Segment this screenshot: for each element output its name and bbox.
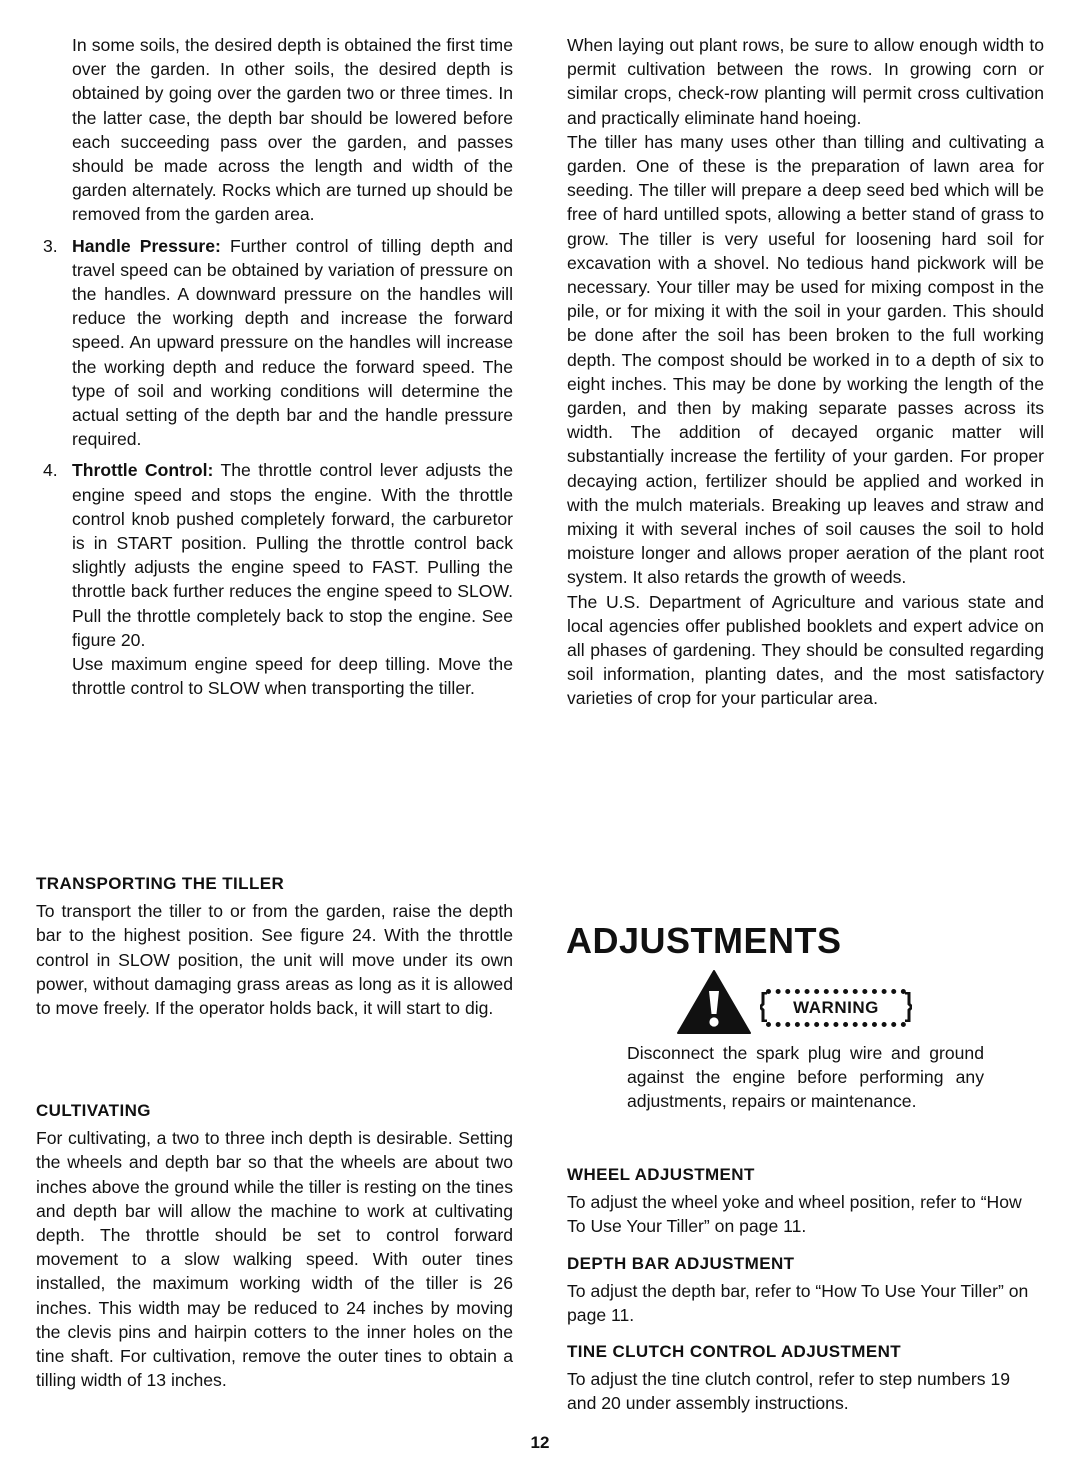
section-heading: TINE CLUTCH CONTROL ADJUSTMENT — [567, 1342, 902, 1361]
left-top-column — [43, 33, 514, 700]
list-item-lead: Handle Pressure: — [72, 235, 221, 256]
page-number: 12 — [530, 1433, 550, 1452]
paragraph-tiller-uses: The tiller has many uses other than tilling and cultivating a garden. One of these is the preparation of lawn area for seeding. The tiller will prepare a deep seed bed which will be free of hard untilled spots, allowing a better stand of grass to grow. The tiller is very useful for loosening hard soil for excavation with a shovel. No tedious hand pickwork will be necessary. Your tiller may be used for mixing compost in the pile, or for mixing it with the soil in your garden. This should be done after the soil has been broken to the full working depth. The compost should be worked in to a depth of six to eight inches. This may be done by working the length of the garden, and then by making separate passes across its width. The addition of decayed organic matter will substantially increase the fertility of your garden. For proper decaying action, fertilizer should be applied and worked in with the mulch materials. Breaking up leaves and straw and mixing it with several inches of soil causes the soil to hold moisture longer and allows proper aeration of the plant root system. It also retards the growth of weeds. — [567, 131, 1044, 588]
section-text: For cultivating, a two to three inch depth is desirable. Setting the wheels and depth bar so that the wheels are about two inches above the ground while the tiller is resting on the tines and depth bar will allow the machine to work at cultivating depth. The throttle should be set to control forward movement to a slow walking speed. With outer tines installed, the maximum working width of the tiller is 26 inches. This width may be reduced to 24 inches by moving the clevis pins and hairpin cotters to the inner holes on the tine shaft. For cultivation, remove the outer tines to obtain a tilling width of 13 inches. — [36, 1128, 513, 1391]
list-item-subparagraph: Use maximum engine speed for deep tilling. Move the throttle control to SLOW when transporting the tiller. — [72, 654, 513, 699]
warning-label — [760, 986, 912, 1030]
list-item-handle-pressure — [43, 234, 513, 452]
section-heading: WHEEL ADJUSTMENT — [567, 1165, 755, 1184]
list-item-lead: Throttle Control: — [72, 460, 214, 481]
list-number: 3. — [43, 235, 58, 256]
list-item-text — [72, 234, 513, 452]
section-heading: DEPTH BAR ADJUSTMENT — [567, 1254, 795, 1273]
list-item-body: The throttle control lever adjusts the engine speed and stops the engine. With the throttle control knob pushed completely forward, the carburetor is in START position. Pulling the throttle control back slightly adjusts the engine speed to FAST. Pulling the throttle back further reduces the engine speed to SLOW. Pull the throttle completely back to stop the engine. See figure 20. — [72, 460, 514, 650]
list-item-body: Further control of tilling depth and travel speed can be obtained by variation of pressure on the handles. A downward pressure on the handles will reduce the working depth and increase the forward speed. An upward pressure on the handles will increase the working depth and reduce the forward speed. The type of soil and working conditions will determine the actual setting of the depth bar and the handle pressure required. — [72, 235, 513, 450]
section-heading: TRANSPORTING THE TILLER — [36, 874, 285, 893]
paragraph-plant-rows: When laying out plant rows, be sure to allow enough width to permit cultivation between the rows. In growing corn or similar crops, check-row planting will permit cross cultivation and practically eliminate hand hoeing. — [567, 35, 1044, 128]
section-text: To adjust the tine clutch control, refer to step numbers 19 and 20 under assembly instructions. — [567, 1369, 1011, 1414]
warning-triangle-icon — [676, 969, 752, 1035]
right-top-column — [567, 33, 1044, 711]
intro-paragraph: In some soils, the desired depth is obtained the first time over the garden. In other soils, the desired depth is obtained by going over the garden two or three times. In the latter case, the depth bar should be lowered before each succeeding pass over the garden, and passes should be made across the length and width of the garden alternately. Rocks which are turned up should be removed from the garden area. — [72, 35, 513, 225]
warning-text: Disconnect the spark plug wire and ground against the engine before performing any adjustments, repairs or maintenance. — [627, 1043, 984, 1112]
paragraph-agriculture: The U.S. Department of Agriculture and various state and local agencies offer published booklets and expert advice on all phases of gardening. They should be consulted regarding soil information, planting dates, and the most satisfactory varieties of crop for your particular area. — [567, 591, 1044, 709]
list-item-throttle-control — [43, 458, 514, 700]
section-wheel-adjustment — [567, 1163, 1044, 1239]
list-item-text — [72, 458, 513, 652]
section-text: To adjust the depth bar, refer to “How To Use Your Tiller” on page 11. — [567, 1281, 1029, 1326]
section-heading: CULTIVATING — [36, 1101, 151, 1120]
warning-label-text: WARNING — [793, 998, 879, 1017]
adjustments-title: ADJUSTMENTS — [566, 920, 842, 961]
list-number: 4. — [43, 460, 58, 481]
section-text: To transport the tiller to or from the garden, raise the depth bar to the highest position. See figure 24. With the throttle control in SLOW position, the unit will move under its own power, without damaging grass areas as long as it is allowed to move freely. If the operator holds back, it will start to dig. — [36, 901, 513, 1019]
section-depth-bar-adjustment — [567, 1252, 1044, 1328]
section-tine-clutch-adjustment — [567, 1340, 1044, 1416]
section-text: To adjust the wheel yoke and wheel position, refer to “How To Use Your Tiller” on page 11. — [567, 1192, 1022, 1237]
section-transporting — [36, 872, 513, 1020]
section-cultivating — [36, 1099, 513, 1392]
